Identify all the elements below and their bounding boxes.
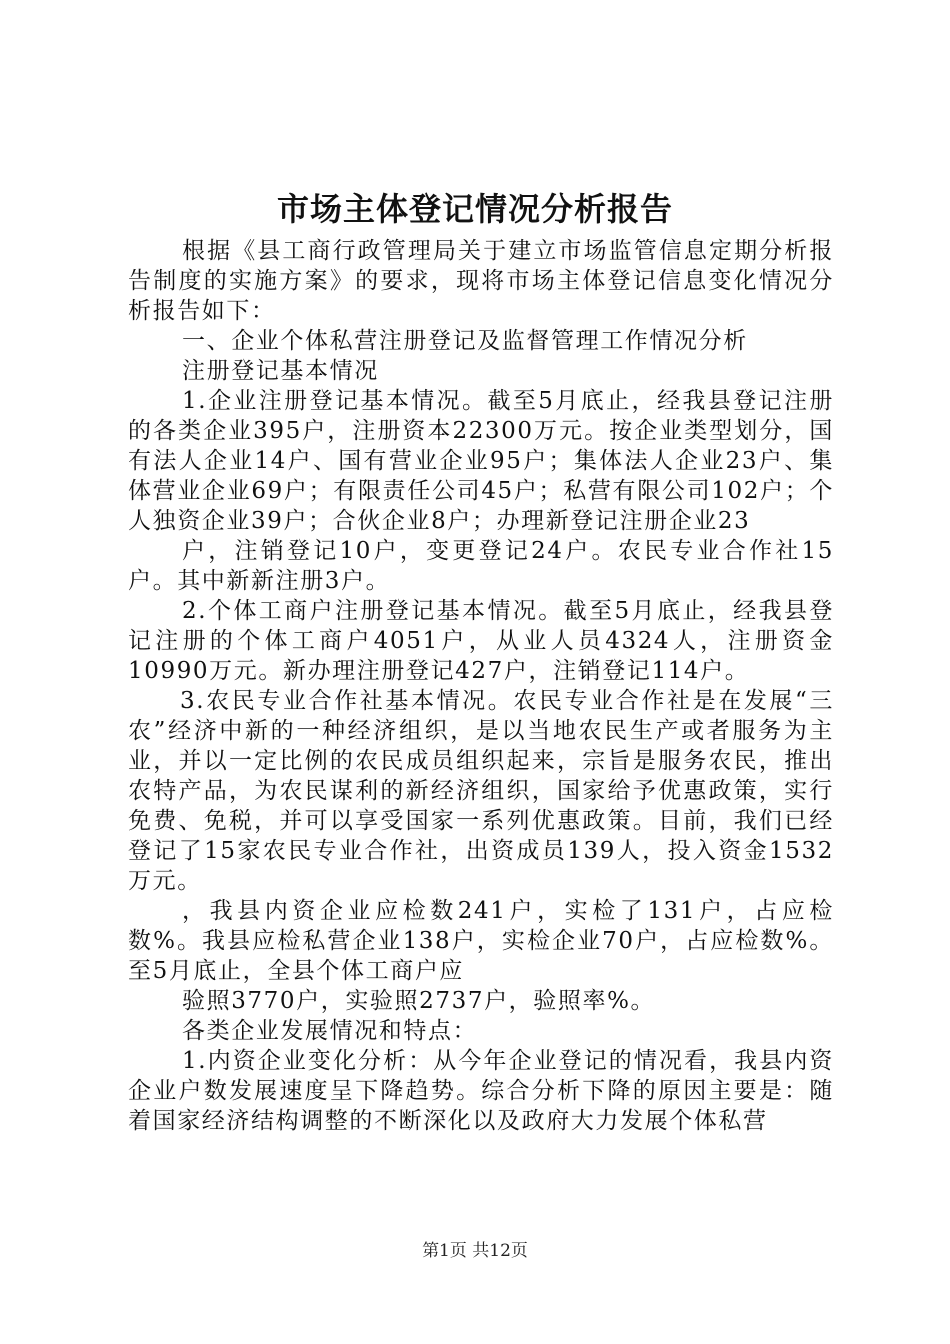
page-title: 市场主体登记情况分析报告: [276, 190, 673, 228]
paragraph-development-heading: 各类企业发展情况和特点：: [182, 1018, 478, 1044]
paragraph-cooperatives: 3.农民专业合作社基本情况。农民专业合作社是在发展“三农”经济中新的一种经济组织，是以当地农民生产或者服务为主业，并以一定比例的农民成员组织起来，宗旨是服务农民，推出农特产品，为农民谋利的新经济组织，国家给予优惠政策，实行免费、免税，并可以享受国家一系列优惠政策。目前，我们已经登记了15家农民专业合作社，出资成员139人，投入资金1532万元。: [128, 688, 834, 894]
paragraph-individual-business: 2.个体工商户注册登记基本情况。截至5月底止，经我县登记注册的个体工商户4051户，从业人员4324人，注册资金10990万元。新办理注册登记427户，注销登记114户。: [128, 598, 834, 684]
paragraph-domestic-analysis: 1.内资企业变化分析：从今年企业登记的情况看，我县内资企业户数发展速度呈下降趋势。综合分析下降的原因主要是：随着国家经济结构调整的不断深化以及政府大力发展个体私营: [128, 1048, 834, 1134]
paragraph-enterprise-registration: 1.企业注册登记基本情况。截至5月底止，经我县登记注册的各类企业395户，注册资本22300万元。按企业类型划分，国有法人企业14户、国有营业企业95户；集体法人企业23户、集体营业企业69户；有限责任公司45户；私营有限公司102户；个人独资企业39户；合伙企业8户；办理新登记注册企业23: [128, 388, 834, 534]
document-body: [128, 236, 834, 1136]
paragraph-license-check: 验照3770户，实验照2737户，验照率%。: [182, 988, 656, 1014]
section-heading-1: 一、企业个体私营注册登记及监督管理工作情况分析: [182, 328, 748, 354]
paragraph-inspection: ，我县内资企业应检数241户，实检了131户，占应检数%。我县应检私营企业138户，实检企业70户，占应检数%。至5月底止，全县个体工商户应: [128, 898, 834, 984]
page-number-footer: 第1页 共12页: [422, 1241, 528, 1261]
paragraph-intro: 根据《县工商行政管理局关于建立市场监管信息定期分析报告制度的实施方案》的要求，现将市场主体登记信息变化情况分析报告如下：: [128, 238, 834, 324]
paragraph-registration-continued: 户，注销登记10户，变更登记24户。农民专业合作社15户。其中新新注册3户。: [128, 538, 834, 594]
subsection-heading: 注册登记基本情况: [182, 358, 379, 384]
